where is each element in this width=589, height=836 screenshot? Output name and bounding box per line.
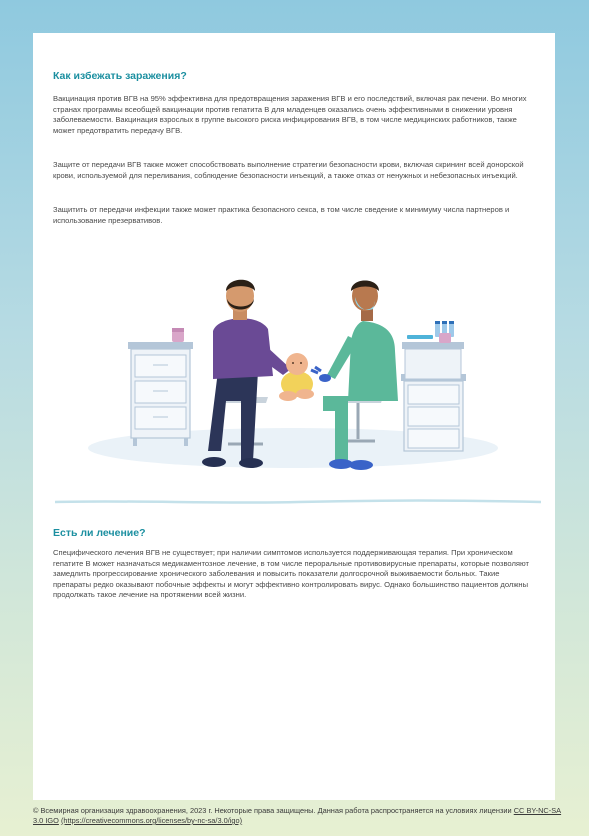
section-divider xyxy=(55,498,541,506)
paragraph-treatment: Специфического лечения ВГВ не существует; при наличии симптомов используется поддерживающая терапия. При хроническом гепатите В может назначаться медикаментозное лечение, в том числе пероральные противовирусные препараты, которые позволяют замедлить прогрессирование хронического заболевания и повысить показатели долгосрочной выживаемости больных. Такие препараты редко оказывают побочные эффекты и могут эффективно контролировать вирус. Однако большинство пациентов должны продолжать такое лечение на протяжении всей жизни. xyxy=(53,548,530,600)
baby-figure xyxy=(279,353,314,401)
license-url-link[interactable]: (https://creativecommons.org/licenses/by-nc-sa/3.0/igo) xyxy=(60,816,243,825)
left-cabinet xyxy=(128,342,193,446)
vaccination-illustration xyxy=(83,251,503,491)
right-cabinet-top xyxy=(402,321,464,379)
paragraph-vaccination: Вакцинация против ВГВ на 95% эффективна для предотвращения заражения ВГВ и его последствий, включая рак печени. Во многих странах программы всеобщей вакцинации против гепатита В для младенцев оказались очень эффективными в снижении уровня заболеваемости. Вакцинация взрослых в группе высокого риска инфицирования ВГВ, в том числе медицинских работников, также может предотвратить передачу ВГВ. xyxy=(53,94,527,135)
paragraph-blood-safety: Защите от передачи ВГВ также может способствовать выполнение стратегии безопасности крови, включая скрининг всей донорской крови, используемой для переливания, соблюдение безопасности инъекций, а также отказ от ненужных и небезопасных инъекций. xyxy=(53,160,524,180)
section-heading-prevention: Как избежать заражения? xyxy=(53,70,187,82)
copyright-footer xyxy=(33,806,563,826)
paragraph-safe-sex: Защитить от передачи инфекции также может практика безопасного секса, в том числе сведение к минимуму числа партнеров и использование презервативов. xyxy=(53,205,510,225)
copyright-text: © Всемирная организация здравоохранения, 2023 г. Некоторые права защищены. Данная работа распространяется на условиях лицензии xyxy=(33,806,512,815)
document-page xyxy=(33,33,555,800)
section-heading-treatment: Есть ли лечение? xyxy=(53,527,146,539)
license-link[interactable]: CC BY-NC-SA 3.0 IGO xyxy=(33,806,562,825)
left-jar xyxy=(172,328,184,342)
